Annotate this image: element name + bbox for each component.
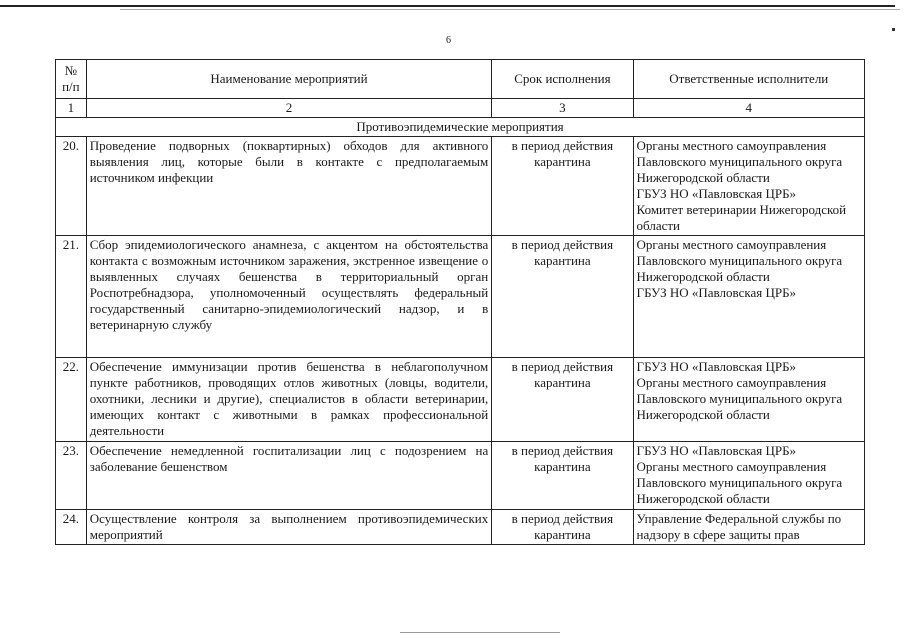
responsible-entry: ГБУЗ НО «Павловская ЦРБ» xyxy=(636,443,797,458)
responsible-entry: ГБУЗ НО «Павловская ЦРБ» xyxy=(636,186,797,201)
table-row xyxy=(56,510,865,545)
row-measure: Сбор эпидемиологического анамнеза, с акцентом на обстоятельства контакта с возможным источником заражения, экстренное извещение о выявленных случаях бешенства в территориальный орган Роспотребнадзора, уполномоченный осуществлять федеральный государственный санитарно-эпидемиологический надзор, и в ветеринарную службу xyxy=(86,236,492,358)
page-number: 6 xyxy=(446,35,451,46)
measures-table xyxy=(55,59,865,545)
row-term: в период действия карантина xyxy=(492,236,633,358)
row-term: в период действия карантина xyxy=(492,137,633,236)
scan-edge-bottom xyxy=(400,632,560,633)
row-number: 24. xyxy=(56,510,87,545)
scan-speck xyxy=(892,28,895,31)
table-row xyxy=(56,442,865,510)
header-num: № п/п xyxy=(56,60,87,99)
scan-edge-top xyxy=(0,5,895,7)
column-number: 1 xyxy=(56,99,87,118)
responsible-entry: Органы местного самоуправления Павловского муниципального округа Нижегородской области xyxy=(636,375,843,422)
row-responsible xyxy=(633,442,864,510)
scan-edge-line xyxy=(120,9,900,10)
responsible-entry: Органы местного самоуправления Павловского муниципального округа Нижегородской области xyxy=(636,237,843,284)
row-number: 21. xyxy=(56,236,87,358)
row-term: в период действия карантина xyxy=(492,442,633,510)
table-row xyxy=(56,358,865,442)
responsible-entry: Органы местного самоуправления Павловского муниципального округа Нижегородской области xyxy=(636,459,843,506)
row-number: 22. xyxy=(56,358,87,442)
row-measure: Проведение подворных (поквартирных) обходов для активного выявления лиц, которые были в контакте с предполагаемым источником инфекции xyxy=(86,137,492,236)
header-responsible: Ответственные исполнители xyxy=(633,60,864,99)
column-number: 2 xyxy=(86,99,492,118)
responsible-entry: Комитет ветеринарии Нижегородской области xyxy=(636,202,847,233)
header-name: Наименование мероприятий xyxy=(86,60,492,99)
row-responsible xyxy=(633,137,864,236)
table-row xyxy=(56,137,865,236)
row-term: в период действия карантина xyxy=(492,358,633,442)
row-measure: Обеспечение иммунизации против бешенства в неблагополучном пункте работников, проводящих отлов животных (ловцы, водители, охотники, лесники и другие), специалистов в области ветеринарии, имеющих контакт с животными в рамках профессиональной деятельности xyxy=(86,358,492,442)
row-number: 20. xyxy=(56,137,87,236)
row-responsible xyxy=(633,358,864,442)
row-number: 23. xyxy=(56,442,87,510)
column-number: 3 xyxy=(492,99,633,118)
row-responsible xyxy=(633,236,864,358)
row-measure: Обеспечение немедленной госпитализации лиц с подозрением на заболевание бешенством xyxy=(86,442,492,510)
header-row xyxy=(56,60,865,99)
table-row xyxy=(56,236,865,358)
responsible-entry: Органы местного самоуправления Павловского муниципального округа Нижегородской области xyxy=(636,138,843,185)
section-row xyxy=(56,118,865,137)
section-title: Противоэпидемические мероприятия xyxy=(56,118,865,137)
responsible-entry: ГБУЗ НО «Павловская ЦРБ» xyxy=(636,359,797,374)
column-number: 4 xyxy=(633,99,864,118)
row-responsible xyxy=(633,510,864,545)
responsible-entry: Управление Федеральной службы по надзору в сфере защиты прав xyxy=(636,511,842,542)
column-numbers-row xyxy=(56,99,865,118)
header-term: Срок исполнения xyxy=(492,60,633,99)
row-measure: Осуществление контроля за выполнением противоэпидемических мероприятий xyxy=(86,510,492,545)
row-term: в период действия карантина xyxy=(492,510,633,545)
responsible-entry: ГБУЗ НО «Павловская ЦРБ» xyxy=(636,285,797,300)
